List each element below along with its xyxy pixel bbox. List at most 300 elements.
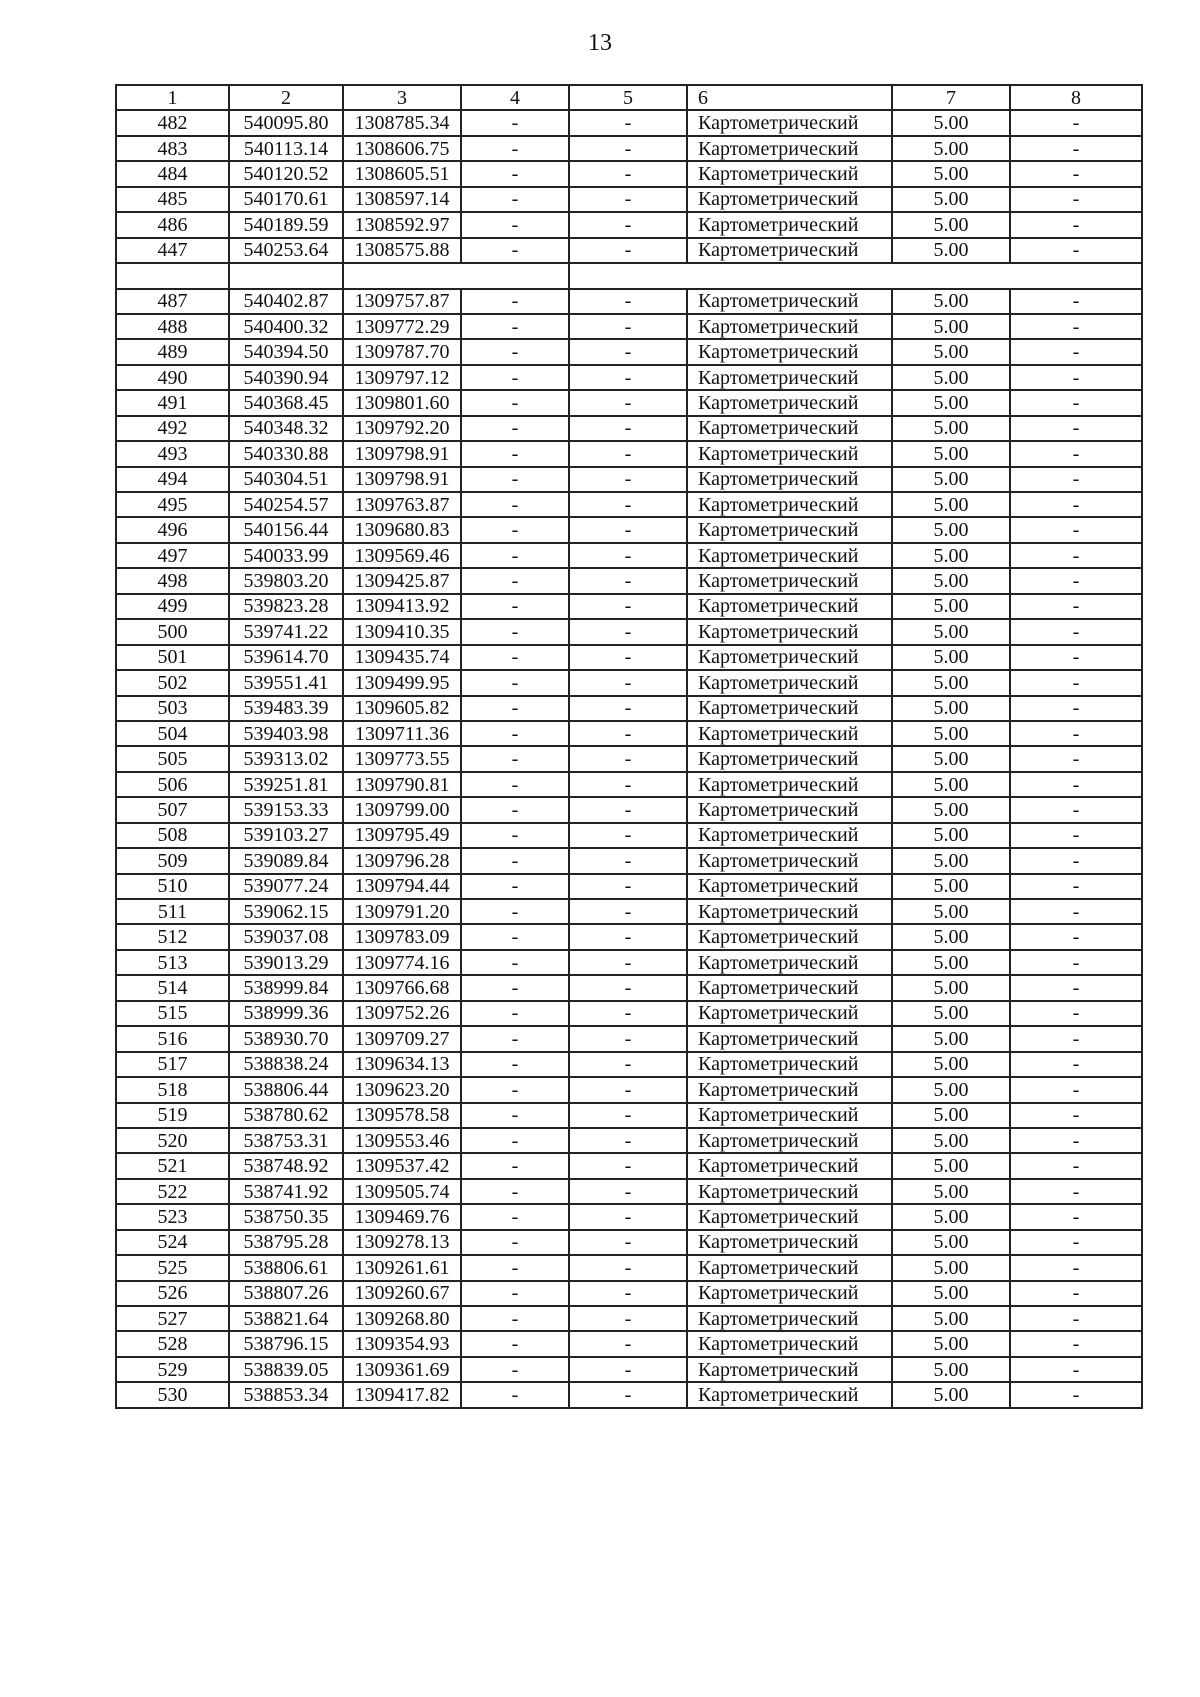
- table-cell: 5: [569, 85, 687, 110]
- table-row: [116, 390, 1142, 415]
- table-cell: 447: [116, 238, 229, 263]
- table-cell: -: [461, 568, 569, 593]
- table-row: [116, 441, 1142, 466]
- table-cell: -: [461, 492, 569, 517]
- method-cell: Картометрический: [687, 1128, 892, 1153]
- table-cell: 539741.22: [229, 619, 343, 644]
- table-cell: 1309260.67: [343, 1281, 461, 1306]
- table-cell: -: [1010, 1001, 1142, 1026]
- table-cell: -: [461, 1281, 569, 1306]
- method-cell: Картометрический: [687, 517, 892, 542]
- table-row: [116, 899, 1142, 924]
- table-row: [116, 1306, 1142, 1331]
- table-row: [116, 1001, 1142, 1026]
- table-row: [116, 645, 1142, 670]
- table-cell: -: [461, 797, 569, 822]
- table-cell: -: [1010, 924, 1142, 949]
- table-cell: 498: [116, 568, 229, 593]
- method-cell: Картометрический: [687, 1153, 892, 1178]
- table-cell: 1309634.13: [343, 1052, 461, 1077]
- table-cell: 5.00: [892, 594, 1010, 619]
- table-row: [116, 1255, 1142, 1280]
- table-cell: -: [461, 187, 569, 212]
- method-cell: Картометрический: [687, 874, 892, 899]
- table-cell: 516: [116, 1026, 229, 1051]
- table-row: [116, 797, 1142, 822]
- table-cell: -: [569, 1001, 687, 1026]
- table-cell: 540254.57: [229, 492, 343, 517]
- table-cell: 496: [116, 517, 229, 542]
- table-cell: 503: [116, 696, 229, 721]
- table-cell: -: [1010, 1179, 1142, 1204]
- table-cell: -: [569, 1153, 687, 1178]
- table-cell: -: [569, 136, 687, 161]
- table-cell: 5.00: [892, 721, 1010, 746]
- table-cell: -: [461, 1357, 569, 1382]
- table-cell: 5.00: [892, 187, 1010, 212]
- table-cell: 538806.61: [229, 1255, 343, 1280]
- table-cell: 538999.84: [229, 975, 343, 1000]
- table-cell: 486: [116, 212, 229, 237]
- table-cell: 540368.45: [229, 390, 343, 415]
- table-cell: -: [461, 924, 569, 949]
- table-cell: 539313.02: [229, 746, 343, 771]
- table-cell: 539251.81: [229, 772, 343, 797]
- table-cell: -: [461, 110, 569, 135]
- table-cell: -: [1010, 568, 1142, 593]
- table-cell: 5.00: [892, 1382, 1010, 1407]
- table-row: [116, 594, 1142, 619]
- method-cell: Картометрический: [687, 339, 892, 364]
- table-cell: 517: [116, 1052, 229, 1077]
- table-row: [116, 1052, 1142, 1077]
- table-cell: -: [569, 365, 687, 390]
- table-row: [116, 848, 1142, 873]
- table-cell: 5.00: [892, 823, 1010, 848]
- table-cell: 1309499.95: [343, 670, 461, 695]
- table-cell: -: [1010, 339, 1142, 364]
- table-cell: -: [1010, 543, 1142, 568]
- table-cell: -: [569, 1230, 687, 1255]
- table-cell: -: [1010, 238, 1142, 263]
- table-cell: 506: [116, 772, 229, 797]
- table-row: [116, 1331, 1142, 1356]
- table-cell: -: [569, 823, 687, 848]
- table-cell: -: [1010, 467, 1142, 492]
- table-row: [116, 619, 1142, 644]
- table-cell: -: [461, 772, 569, 797]
- table-cell: -: [1010, 670, 1142, 695]
- method-cell: Картометрический: [687, 1179, 892, 1204]
- table-cell: 5.00: [892, 1103, 1010, 1128]
- table-cell: -: [1010, 594, 1142, 619]
- table-cell: -: [1010, 1382, 1142, 1407]
- table-cell: 515: [116, 1001, 229, 1026]
- table-cell: -: [1010, 899, 1142, 924]
- method-cell: Картометрический: [687, 1001, 892, 1026]
- table-cell: 540304.51: [229, 467, 343, 492]
- table-row: [116, 1382, 1142, 1407]
- table-cell: 1309354.93: [343, 1331, 461, 1356]
- table-cell: 5.00: [892, 543, 1010, 568]
- table-cell: 540189.59: [229, 212, 343, 237]
- table-cell: 514: [116, 975, 229, 1000]
- table-row: [116, 975, 1142, 1000]
- table-cell: 1308592.97: [343, 212, 461, 237]
- table-cell: 1309797.12: [343, 365, 461, 390]
- table-cell: 484: [116, 161, 229, 186]
- table-cell: -: [461, 416, 569, 441]
- table-cell: 504: [116, 721, 229, 746]
- method-cell: Картометрический: [687, 568, 892, 593]
- method-cell: Картометрический: [687, 1382, 892, 1407]
- empty-cell: [229, 263, 343, 288]
- table-cell: 539614.70: [229, 645, 343, 670]
- table-cell: 539823.28: [229, 594, 343, 619]
- table-cell: 5.00: [892, 950, 1010, 975]
- method-cell: Картометрический: [687, 1331, 892, 1356]
- table-cell: 1309787.70: [343, 339, 461, 364]
- table-row: [116, 212, 1142, 237]
- table-cell: 5.00: [892, 1357, 1010, 1382]
- table-cell: 1309578.58: [343, 1103, 461, 1128]
- table-cell: 5.00: [892, 339, 1010, 364]
- table-cell: -: [461, 517, 569, 542]
- table-cell: 1309773.55: [343, 746, 461, 771]
- table-cell: 1309798.91: [343, 441, 461, 466]
- table-cell: 5.00: [892, 390, 1010, 415]
- table-cell: -: [569, 161, 687, 186]
- table-cell: -: [1010, 1103, 1142, 1128]
- section-break-row: [116, 263, 1142, 288]
- table-cell: 3: [343, 85, 461, 110]
- table-cell: -: [461, 645, 569, 670]
- table-cell: 5.00: [892, 365, 1010, 390]
- table-cell: 538853.34: [229, 1382, 343, 1407]
- table-cell: -: [461, 314, 569, 339]
- table-cell: 538795.28: [229, 1230, 343, 1255]
- table-cell: -: [569, 517, 687, 542]
- table-row: [116, 568, 1142, 593]
- table-cell: -: [569, 619, 687, 644]
- table-cell: -: [461, 1128, 569, 1153]
- table-cell: 521: [116, 1153, 229, 1178]
- method-cell: Картометрический: [687, 492, 892, 517]
- table-cell: 1309268.80: [343, 1306, 461, 1331]
- table-cell: 538930.70: [229, 1026, 343, 1051]
- method-cell: Картометрический: [687, 797, 892, 822]
- table-cell: 540348.32: [229, 416, 343, 441]
- page-number: 13: [588, 30, 612, 56]
- table-cell: -: [569, 1357, 687, 1382]
- method-cell: Картометрический: [687, 975, 892, 1000]
- table-cell: 8: [1010, 85, 1142, 110]
- table-cell: 491: [116, 390, 229, 415]
- table-cell: 538780.62: [229, 1103, 343, 1128]
- table-cell: 5.00: [892, 797, 1010, 822]
- table-cell: -: [1010, 1281, 1142, 1306]
- method-cell: Картометрический: [687, 848, 892, 873]
- table-cell: 1308606.75: [343, 136, 461, 161]
- table-cell: -: [461, 365, 569, 390]
- table-cell: -: [1010, 289, 1142, 314]
- table-cell: 524: [116, 1230, 229, 1255]
- method-cell: Картометрический: [687, 212, 892, 237]
- table-row: [116, 136, 1142, 161]
- table-cell: -: [1010, 950, 1142, 975]
- table-cell: 4: [461, 85, 569, 110]
- method-cell: Картометрический: [687, 467, 892, 492]
- table-cell: 538821.64: [229, 1306, 343, 1331]
- table-row: [116, 1103, 1142, 1128]
- table-row: [116, 314, 1142, 339]
- table-cell: 539551.41: [229, 670, 343, 695]
- table-cell: -: [569, 696, 687, 721]
- table-cell: 1: [116, 85, 229, 110]
- table-cell: -: [461, 1204, 569, 1229]
- table-cell: -: [569, 899, 687, 924]
- table-row: [116, 339, 1142, 364]
- table-cell: -: [1010, 1306, 1142, 1331]
- table-cell: -: [1010, 390, 1142, 415]
- table-cell: -: [1010, 416, 1142, 441]
- table-cell: -: [1010, 721, 1142, 746]
- table-row: [116, 1128, 1142, 1153]
- table-cell: 1309413.92: [343, 594, 461, 619]
- table-cell: -: [461, 721, 569, 746]
- method-cell: Картометрический: [687, 289, 892, 314]
- table-cell: 5.00: [892, 696, 1010, 721]
- table-cell: 525: [116, 1255, 229, 1280]
- table-cell: 538748.92: [229, 1153, 343, 1178]
- method-cell: Картометрический: [687, 110, 892, 135]
- table-cell: 5.00: [892, 899, 1010, 924]
- table-cell: -: [461, 696, 569, 721]
- table-header-row: [116, 85, 1142, 110]
- table-cell: 512: [116, 924, 229, 949]
- table-cell: -: [461, 950, 569, 975]
- method-cell: Картометрический: [687, 899, 892, 924]
- table-cell: 5.00: [892, 1179, 1010, 1204]
- table-cell: -: [1010, 187, 1142, 212]
- table-cell: -: [461, 1179, 569, 1204]
- table-cell: -: [569, 594, 687, 619]
- table-cell: -: [461, 1153, 569, 1178]
- table-cell: 538741.92: [229, 1179, 343, 1204]
- table-cell: 1309790.81: [343, 772, 461, 797]
- table-cell: -: [569, 492, 687, 517]
- table-cell: -: [461, 899, 569, 924]
- table-cell: 519: [116, 1103, 229, 1128]
- method-cell: Картометрический: [687, 1077, 892, 1102]
- table-cell: 5.00: [892, 848, 1010, 873]
- table-cell: -: [461, 619, 569, 644]
- table-cell: 539103.27: [229, 823, 343, 848]
- table-cell: -: [569, 289, 687, 314]
- table-row: [116, 467, 1142, 492]
- table-cell: 1309278.13: [343, 1230, 461, 1255]
- table-cell: -: [461, 212, 569, 237]
- table-cell: -: [1010, 1230, 1142, 1255]
- table-cell: -: [569, 1255, 687, 1280]
- method-cell: Картометрический: [687, 543, 892, 568]
- table-cell: -: [569, 212, 687, 237]
- table-cell: 5.00: [892, 1153, 1010, 1178]
- table-cell: 1308597.14: [343, 187, 461, 212]
- table-cell: 538750.35: [229, 1204, 343, 1229]
- method-cell: Картометрический: [687, 136, 892, 161]
- table-cell: 530: [116, 1382, 229, 1407]
- table-cell: 7: [892, 85, 1010, 110]
- table-cell: 497: [116, 543, 229, 568]
- table-cell: 1309757.87: [343, 289, 461, 314]
- table-cell: -: [461, 746, 569, 771]
- table-cell: -: [1010, 110, 1142, 135]
- table-cell: 5.00: [892, 492, 1010, 517]
- table-cell: 5.00: [892, 1281, 1010, 1306]
- table-cell: -: [569, 339, 687, 364]
- method-cell: Картометрический: [687, 390, 892, 415]
- table-cell: 1309766.68: [343, 975, 461, 1000]
- table-cell: -: [461, 161, 569, 186]
- table-cell: 527: [116, 1306, 229, 1331]
- table-cell: -: [461, 441, 569, 466]
- table-cell: 5.00: [892, 136, 1010, 161]
- table-cell: 1309791.20: [343, 899, 461, 924]
- table-cell: 5.00: [892, 1026, 1010, 1051]
- table-cell: 5.00: [892, 238, 1010, 263]
- table-cell: 499: [116, 594, 229, 619]
- table-row: [116, 1204, 1142, 1229]
- table-cell: -: [1010, 1052, 1142, 1077]
- table-cell: 483: [116, 136, 229, 161]
- table-cell: 528: [116, 1331, 229, 1356]
- table-row: [116, 1281, 1142, 1306]
- table-cell: -: [1010, 848, 1142, 873]
- table-cell: 1309774.16: [343, 950, 461, 975]
- table-cell: -: [569, 1052, 687, 1077]
- table-cell: 1309796.28: [343, 848, 461, 873]
- table-cell: 1309799.00: [343, 797, 461, 822]
- table-cell: 1309361.69: [343, 1357, 461, 1382]
- table-cell: 522: [116, 1179, 229, 1204]
- table-row: [116, 187, 1142, 212]
- method-cell: Картометрический: [687, 772, 892, 797]
- table-cell: 1309794.44: [343, 874, 461, 899]
- table-cell: 482: [116, 110, 229, 135]
- table-cell: 539089.84: [229, 848, 343, 873]
- table-cell: 539153.33: [229, 797, 343, 822]
- table-cell: -: [1010, 874, 1142, 899]
- table-cell: -: [461, 390, 569, 415]
- table-cell: -: [569, 1281, 687, 1306]
- table-cell: 1309417.82: [343, 1382, 461, 1407]
- table-cell: 540156.44: [229, 517, 343, 542]
- table-cell: -: [1010, 696, 1142, 721]
- table-cell: -: [461, 1077, 569, 1102]
- table-cell: 1309537.42: [343, 1153, 461, 1178]
- table-cell: 520: [116, 1128, 229, 1153]
- table-cell: -: [1010, 1331, 1142, 1356]
- table-cell: 493: [116, 441, 229, 466]
- table-cell: -: [461, 1052, 569, 1077]
- method-cell: Картометрический: [687, 314, 892, 339]
- method-cell: Картометрический: [687, 950, 892, 975]
- table-row: [116, 1230, 1142, 1255]
- table-cell: -: [569, 797, 687, 822]
- table-row: [116, 924, 1142, 949]
- table-cell: 539037.08: [229, 924, 343, 949]
- table-cell: 492: [116, 416, 229, 441]
- table-cell: -: [461, 1103, 569, 1128]
- table-row: [116, 1153, 1142, 1178]
- table-cell: -: [569, 924, 687, 949]
- method-cell: Картометрический: [687, 594, 892, 619]
- table-cell: 540330.88: [229, 441, 343, 466]
- table-cell: -: [1010, 1128, 1142, 1153]
- table-cell: -: [1010, 1204, 1142, 1229]
- table-cell: -: [569, 467, 687, 492]
- table-cell: -: [461, 975, 569, 1000]
- method-cell: Картометрический: [687, 1204, 892, 1229]
- table-cell: 507: [116, 797, 229, 822]
- table-cell: 1308575.88: [343, 238, 461, 263]
- empty-cell: [116, 263, 229, 288]
- table-cell: -: [1010, 619, 1142, 644]
- table-row: [116, 1357, 1142, 1382]
- table-cell: -: [1010, 441, 1142, 466]
- table-cell: 540253.64: [229, 238, 343, 263]
- table-cell: 505: [116, 746, 229, 771]
- table-cell: -: [461, 339, 569, 364]
- table-cell: 5.00: [892, 1230, 1010, 1255]
- table-cell: -: [569, 238, 687, 263]
- table-cell: 538999.36: [229, 1001, 343, 1026]
- table-cell: 1309763.87: [343, 492, 461, 517]
- table-cell: -: [569, 874, 687, 899]
- table-cell: -: [461, 1230, 569, 1255]
- table-cell: 540170.61: [229, 187, 343, 212]
- method-cell: Картометрический: [687, 1230, 892, 1255]
- table-cell: -: [569, 390, 687, 415]
- table-row: [116, 543, 1142, 568]
- table-cell: -: [1010, 645, 1142, 670]
- table-cell: 538838.24: [229, 1052, 343, 1077]
- method-cell: Картометрический: [687, 365, 892, 390]
- table-cell: -: [1010, 517, 1142, 542]
- table-cell: 5.00: [892, 1255, 1010, 1280]
- table-row: [116, 696, 1142, 721]
- table-row: [116, 823, 1142, 848]
- table-row: [116, 110, 1142, 135]
- table-cell: -: [569, 746, 687, 771]
- table-cell: 1309605.82: [343, 696, 461, 721]
- table-cell: -: [1010, 161, 1142, 186]
- table-cell: 5.00: [892, 416, 1010, 441]
- table-cell: 5.00: [892, 467, 1010, 492]
- table-cell: 1309553.46: [343, 1128, 461, 1153]
- method-cell: Картометрический: [687, 1026, 892, 1051]
- table-cell: 5.00: [892, 1204, 1010, 1229]
- table-row: [116, 746, 1142, 771]
- method-cell: Картометрический: [687, 1281, 892, 1306]
- table-cell: 485: [116, 187, 229, 212]
- table-cell: -: [569, 1204, 687, 1229]
- table-cell: 5.00: [892, 314, 1010, 339]
- table-cell: 5.00: [892, 1331, 1010, 1356]
- table-cell: 540033.99: [229, 543, 343, 568]
- table-cell: -: [569, 1128, 687, 1153]
